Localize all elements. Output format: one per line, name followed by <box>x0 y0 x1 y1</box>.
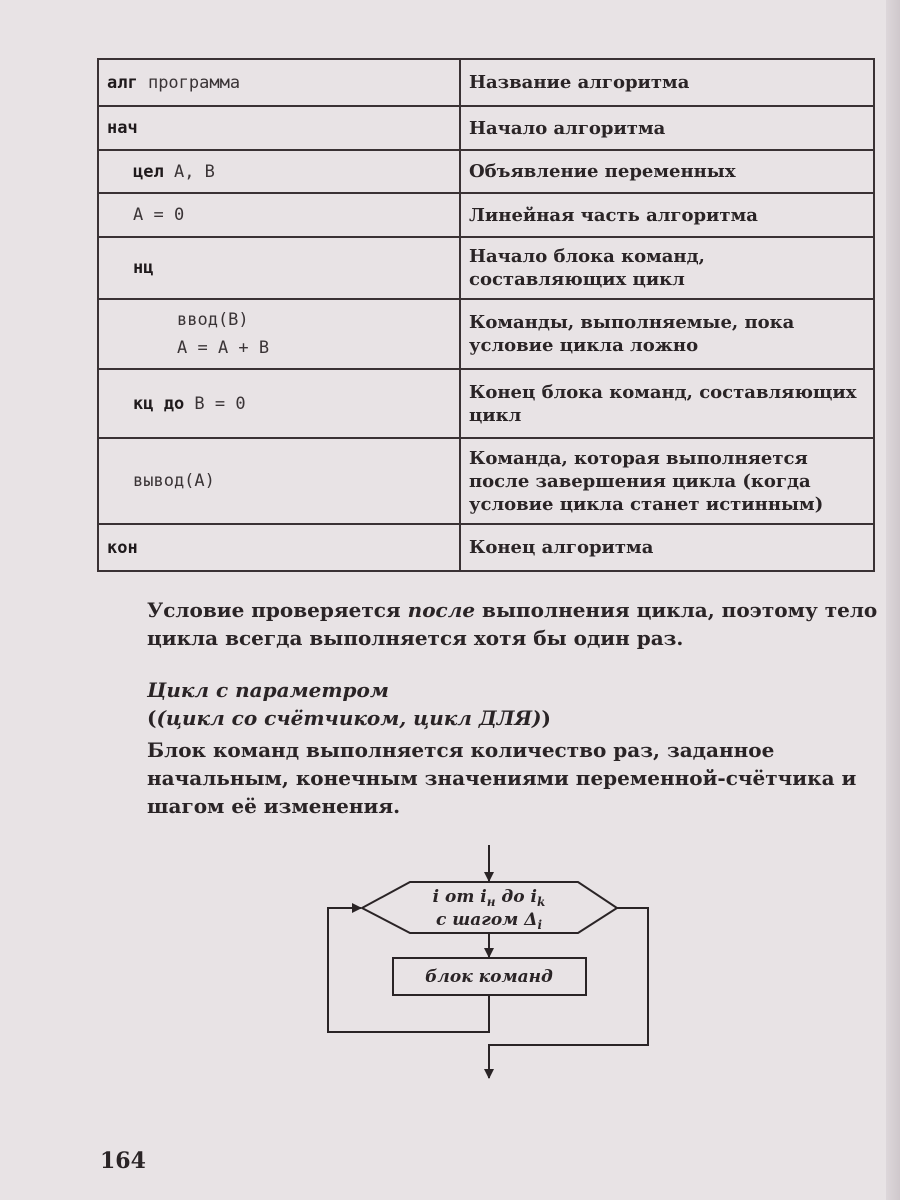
code-text: A = 0 <box>133 205 185 225</box>
description-cell: Команды, выполняемые, пока условие цикла ложно <box>460 299 874 369</box>
description-cell: Конец алгоритма <box>460 524 874 571</box>
keyword: кон <box>107 537 138 558</box>
paragraph-param-loop: Блок команд выполняется количество раз, заданное начальным, конечным значениями переменной-счётчика и шагом её изменения. <box>147 738 857 818</box>
code-text: A = A + B <box>177 338 270 358</box>
page-number: 164 <box>100 1148 146 1174</box>
description-cell: Начало блока команд, составляющих цикл <box>460 237 874 299</box>
keyword: нач <box>107 118 138 138</box>
keyword: цел <box>133 161 164 182</box>
code-text: A, B <box>163 161 215 182</box>
keyword: кц до <box>133 393 185 414</box>
emphasis: после <box>407 598 476 622</box>
code-text: программа <box>137 72 241 93</box>
condition-line-2: с шагом $\Delta_i$ <box>435 910 543 932</box>
condition-line-1: i от $i_н$ до $i_k$ <box>432 887 546 909</box>
description-cell: Объявление переменных <box>460 150 874 193</box>
code-text: ввод(B) <box>177 310 249 330</box>
paragraph-condition: Условие проверяется после выполнения цикла, поэтому тело цикла всегда выполняется хотя бы один раз. <box>147 598 878 650</box>
section-subheading: ((цикл со счётчиком, цикл ДЛЯ)) <box>147 706 551 730</box>
section-heading: Цикл с параметром <box>147 678 389 702</box>
code-text: вывод(A) <box>133 471 215 491</box>
code-text: B = 0 <box>184 393 246 414</box>
description-cell: Команда, которая выполняется после завершения цикла (когда условие цикла станет истинным) <box>460 438 874 524</box>
keyword: алг <box>107 72 138 93</box>
description-cell: Конец блока команд, составляющих цикл <box>460 369 874 438</box>
command-block-label: блок команд <box>425 967 553 987</box>
description-cell: Начало алгоритма <box>460 106 874 150</box>
keyword: нц <box>133 258 154 278</box>
description-cell: Линейная часть алгоритма <box>460 193 874 237</box>
description-cell: Название алгоритма <box>460 59 874 106</box>
